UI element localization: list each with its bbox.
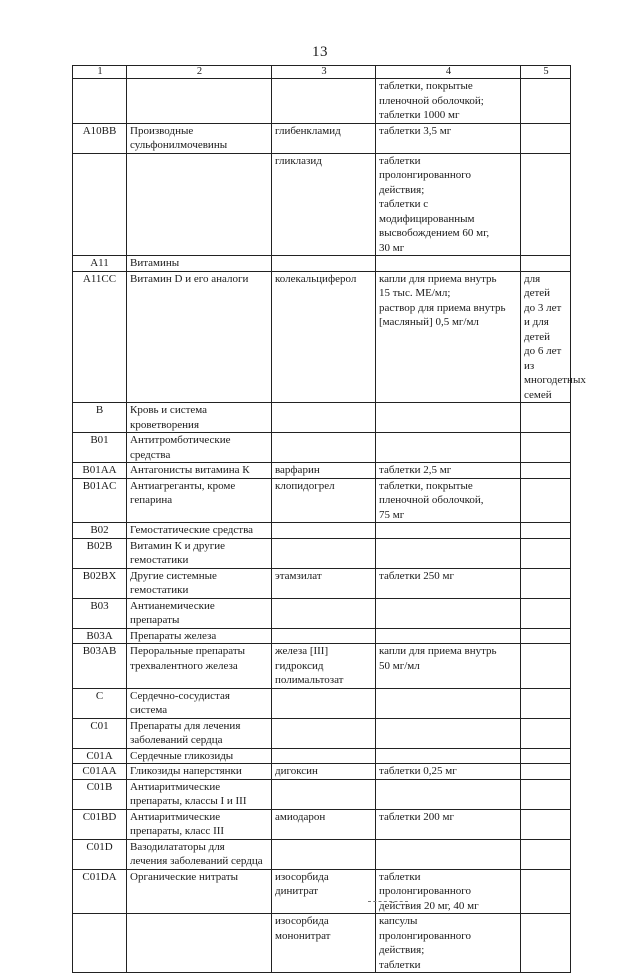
page-number: 13 — [312, 44, 328, 60]
note-cell — [521, 628, 571, 644]
table-row — [73, 779, 571, 809]
dosage-form-cell: таблетки, покрытые пленочной оболочкой; таблетки 1000 мг — [376, 79, 521, 124]
table-row — [73, 809, 571, 839]
table-row — [73, 523, 571, 539]
note-cell — [521, 644, 571, 689]
drug-name-cell — [272, 433, 376, 463]
dosage-form-cell: капли для приема внутрь 15 тыс. МЕ/мл; раствор для приема внутрь [масляный] 0,5 мг/мл — [376, 271, 521, 403]
drug-name-cell — [272, 748, 376, 764]
table-row — [73, 628, 571, 644]
drug-name-cell: железа [III] гидроксид полимальтозат — [272, 644, 376, 689]
dosage-form-cell: таблетки пролонгированного действия; таблетки с модифицированным высвобождением 60 мг, 30 мг — [376, 153, 521, 256]
dosage-form-cell — [376, 538, 521, 568]
atc-code-cell: C — [73, 688, 127, 718]
note-cell — [521, 748, 571, 764]
drug-name-cell: этамзилат — [272, 568, 376, 598]
anatomical-group-cell: Органические нитраты — [127, 869, 272, 914]
anatomical-group-cell: Препараты для лечения заболеваний сердца — [127, 718, 272, 748]
anatomical-group-cell: Сердечные гликозиды — [127, 748, 272, 764]
atc-code-cell: B01AC — [73, 478, 127, 523]
anatomical-group-cell: Антиагреганты, кроме гепарина — [127, 478, 272, 523]
dosage-form-cell — [376, 523, 521, 539]
dosage-form-cell — [376, 779, 521, 809]
anatomical-group-cell: Антиаритмические препараты, классы I и III — [127, 779, 272, 809]
anatomical-group-cell — [127, 153, 272, 256]
note-cell — [521, 478, 571, 523]
drug-name-cell — [272, 256, 376, 272]
note-cell — [521, 598, 571, 628]
anatomical-group-cell: Витамины — [127, 256, 272, 272]
column-header: 3 — [272, 66, 376, 79]
table-row — [73, 718, 571, 748]
table-row — [73, 271, 571, 403]
table-row — [73, 568, 571, 598]
drug-name-cell — [272, 538, 376, 568]
drug-name-cell: колекальциферол — [272, 271, 376, 403]
atc-code-cell: B02 — [73, 523, 127, 539]
anatomical-group-cell — [127, 79, 272, 124]
dosage-form-cell: таблетки пролонгированного действия 20 мг, 40 мг — [376, 869, 521, 914]
drug-name-cell: варфарин — [272, 463, 376, 479]
column-header: 2 — [127, 66, 272, 79]
note-cell — [521, 463, 571, 479]
note-cell — [521, 688, 571, 718]
note-cell — [521, 764, 571, 780]
dosage-form-cell: таблетки 2,5 мг — [376, 463, 521, 479]
atc-code-cell: C01B — [73, 779, 127, 809]
table-row — [73, 478, 571, 523]
note-cell — [521, 869, 571, 914]
note-cell — [521, 839, 571, 869]
drug-name-cell — [272, 523, 376, 539]
dosage-form-cell: капли для приема внутрь 50 мг/мл — [376, 644, 521, 689]
note-cell — [521, 433, 571, 463]
atc-code-cell: B — [73, 403, 127, 433]
scan-artifact — [368, 901, 408, 903]
atc-code-cell: C01AA — [73, 764, 127, 780]
drug-list-table — [72, 65, 586, 973]
atc-code-cell: C01 — [73, 718, 127, 748]
note-cell — [521, 779, 571, 809]
table-row — [73, 688, 571, 718]
anatomical-group-cell: Гликозиды наперстянки — [127, 764, 272, 780]
table-row — [73, 123, 571, 153]
dosage-form-cell — [376, 688, 521, 718]
dosage-form-cell: таблетки 3,5 мг — [376, 123, 521, 153]
column-header: 5 — [521, 66, 571, 79]
atc-code-cell: B02B — [73, 538, 127, 568]
note-cell — [521, 256, 571, 272]
table-row — [73, 748, 571, 764]
atc-code-cell: A11 — [73, 256, 127, 272]
atc-code-cell: B03 — [73, 598, 127, 628]
dosage-form-cell: таблетки 250 мг — [376, 568, 521, 598]
atc-code-cell: C01A — [73, 748, 127, 764]
anatomical-group-cell: Гемостатические средства — [127, 523, 272, 539]
drug-name-cell: амиодарон — [272, 809, 376, 839]
table-row — [73, 764, 571, 780]
atc-code-cell: B03AB — [73, 644, 127, 689]
note-cell — [521, 538, 571, 568]
note-cell — [521, 809, 571, 839]
dosage-form-cell — [376, 433, 521, 463]
atc-code-cell — [73, 79, 127, 124]
anatomical-group-cell: Производные сульфонилмочевины — [127, 123, 272, 153]
drug-name-cell: глибенкламид — [272, 123, 376, 153]
note-cell — [521, 123, 571, 153]
atc-code-cell: B02BX — [73, 568, 127, 598]
note-cell — [521, 718, 571, 748]
drug-name-cell: клопидогрел — [272, 478, 376, 523]
anatomical-group-cell: Другие системные гемостатики — [127, 568, 272, 598]
note-cell: для детей до 3 лет и для детей до 6 лет из многодетных семей — [521, 271, 571, 403]
table-row — [73, 538, 571, 568]
drug-name-cell — [272, 839, 376, 869]
atc-code-cell: A10BB — [73, 123, 127, 153]
table-row — [73, 256, 571, 272]
dosage-form-cell — [376, 403, 521, 433]
table-row — [73, 463, 571, 479]
anatomical-group-cell: Антитромботические средства — [127, 433, 272, 463]
atc-code-cell: B03A — [73, 628, 127, 644]
drug-name-cell: изосорбида мононитрат — [272, 914, 376, 973]
drug-name-cell — [272, 688, 376, 718]
anatomical-group-cell: Сердечно-сосудистая система — [127, 688, 272, 718]
atc-code-cell: C01DA — [73, 869, 127, 914]
note-cell — [521, 568, 571, 598]
anatomical-group-cell — [127, 914, 272, 973]
note-cell — [521, 153, 571, 256]
table-row — [73, 869, 571, 914]
drug-name-cell — [272, 718, 376, 748]
drug-name-cell — [272, 779, 376, 809]
table-row — [73, 153, 571, 256]
table-header-row — [73, 66, 571, 79]
anatomical-group-cell: Витамин К и другие гемостатики — [127, 538, 272, 568]
dosage-form-cell — [376, 598, 521, 628]
drug-name-cell: дигоксин — [272, 764, 376, 780]
dosage-form-cell: таблетки, покрытые пленочной оболочкой, 75 мг — [376, 478, 521, 523]
atc-code-cell: B01 — [73, 433, 127, 463]
dosage-form-cell: таблетки 0,25 мг — [376, 764, 521, 780]
table-row — [73, 598, 571, 628]
drug-name-cell — [272, 628, 376, 644]
table-row — [73, 433, 571, 463]
anatomical-group-cell: Антиаритмические препараты, класс III — [127, 809, 272, 839]
table-row — [73, 79, 571, 124]
anatomical-group-cell: Антианемические препараты — [127, 598, 272, 628]
drug-name-cell — [272, 403, 376, 433]
dosage-form-cell — [376, 839, 521, 869]
anatomical-group-cell: Вазодилататоры для лечения заболеваний сердца — [127, 839, 272, 869]
anatomical-group-cell: Препараты железа — [127, 628, 272, 644]
atc-code-cell: C01BD — [73, 809, 127, 839]
anatomical-group-cell: Витамин D и его аналоги — [127, 271, 272, 403]
drug-name-cell — [272, 79, 376, 124]
column-header: 1 — [73, 66, 127, 79]
table-row — [73, 403, 571, 433]
dosage-form-cell — [376, 748, 521, 764]
dosage-form-cell — [376, 628, 521, 644]
note-cell — [521, 79, 571, 124]
atc-code-cell — [73, 153, 127, 256]
column-header: 4 — [376, 66, 521, 79]
anatomical-group-cell: Антагонисты витамина К — [127, 463, 272, 479]
note-cell — [521, 403, 571, 433]
dosage-form-cell — [376, 256, 521, 272]
drug-name-cell: изосорбида динитрат — [272, 869, 376, 914]
atc-code-cell: B01AA — [73, 463, 127, 479]
table-row — [73, 839, 571, 869]
note-cell — [521, 523, 571, 539]
anatomical-group-cell: Пероральные препараты трехвалентного железа — [127, 644, 272, 689]
note-cell — [521, 914, 571, 973]
drug-name-cell — [272, 598, 376, 628]
atc-code-cell: C01D — [73, 839, 127, 869]
table-row — [73, 914, 571, 973]
atc-code-cell — [73, 914, 127, 973]
dosage-form-cell: таблетки 200 мг — [376, 809, 521, 839]
table-row — [73, 644, 571, 689]
drug-name-cell: гликлазид — [272, 153, 376, 256]
atc-code-cell: A11CC — [73, 271, 127, 403]
anatomical-group-cell: Кровь и система кроветворения — [127, 403, 272, 433]
dosage-form-cell: капсулы пролонгированного действия; таблетки — [376, 914, 521, 973]
dosage-form-cell — [376, 718, 521, 748]
